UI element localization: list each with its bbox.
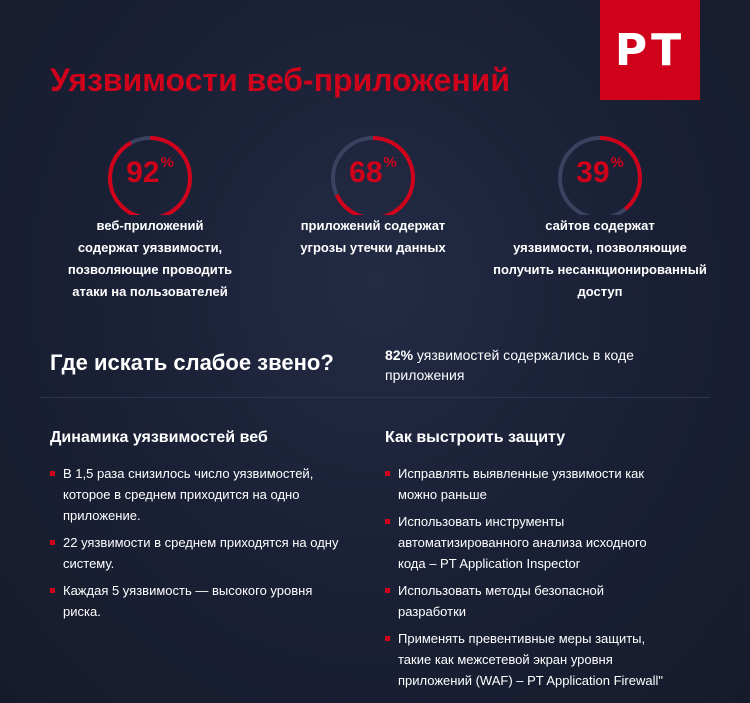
protection-column <box>385 429 663 697</box>
pt-logo: PT <box>600 0 700 100</box>
dynamics-column <box>50 429 338 628</box>
stat-card-2 <box>480 135 720 303</box>
stat-card-1 <box>253 135 493 259</box>
dynamics-title: Динамика уязвимостей веб <box>50 429 268 446</box>
list-item: Каждая 5 уязвимость — высокого уровня риска. <box>50 580 338 622</box>
weak-link-highlight: 82% уязвимостей содержались в коде приложения <box>385 347 634 383</box>
bullet-square-icon <box>385 471 390 476</box>
bullet-square-icon <box>50 540 55 545</box>
bullet-square-icon <box>385 519 390 524</box>
stat-description-0: веб-приложений содержат уязвимости, позволяющие проводить атаки на пользователей <box>67 218 233 299</box>
section-divider <box>40 397 710 398</box>
page-title: Уязвимости веб-приложений <box>50 62 510 98</box>
bullet-square-icon <box>50 588 55 593</box>
list-item: Использовать методы безопасной разработки <box>385 580 663 622</box>
stat-description-2: сайтов содержат уязвимости, позволяющие получить несанкционированный доступ <box>493 218 707 299</box>
weak-link-title: Где искать слабое звено? <box>50 350 334 375</box>
protection-title: Как выстроить защиту <box>385 429 566 446</box>
list-item: Использовать инструменты автоматизированного анализа исходного кода – PT Application Inspector <box>385 511 663 574</box>
bullet-square-icon <box>385 636 390 641</box>
bullet-square-icon <box>50 471 55 476</box>
list-item: Применять превентивные меры защиты, такие как межсетевой экран уровня приложений (WAF) – PT Application Firewall" <box>385 628 663 691</box>
stat-value-1: 68% <box>349 154 397 189</box>
stat-value-2: 39% <box>576 154 624 189</box>
stat-value-0: 92% <box>126 154 174 189</box>
bullet-square-icon <box>385 588 390 593</box>
stat-card-0 <box>30 135 270 303</box>
list-item: В 1,5 раза снизилось число уязвимостей, которое в среднем приходится на одно приложение. <box>50 463 338 526</box>
list-item: Исправлять выявленные уязвимости как можно раньше <box>385 463 663 505</box>
stat-description-1: приложений содержат угрозы утечки данных <box>300 218 446 255</box>
list-item: 22 уязвимости в среднем приходятся на одну систему. <box>50 532 338 574</box>
